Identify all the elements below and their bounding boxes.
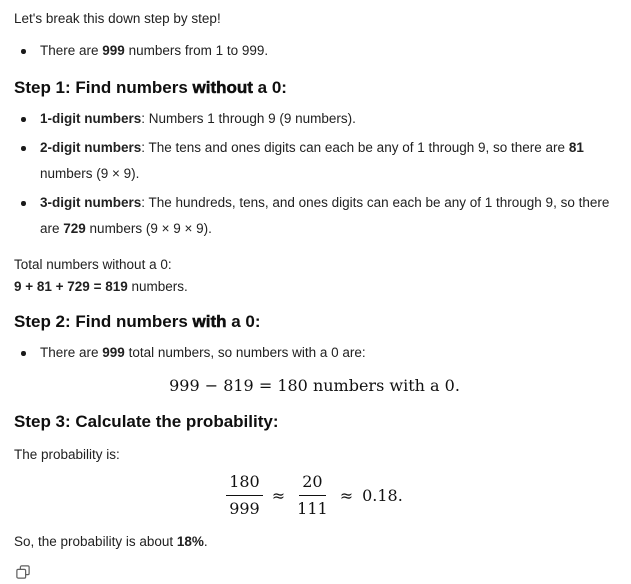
copy-icon [16, 565, 30, 579]
step2-heading [14, 310, 615, 334]
bold-number: 999 [102, 43, 125, 58]
bullet-icon [21, 146, 26, 151]
text-segment: There are [40, 345, 103, 360]
list-item [14, 340, 615, 366]
math-result: 0.18. [362, 485, 403, 505]
list-item [14, 38, 615, 64]
text-segment: : [141, 195, 149, 210]
list-item [14, 106, 615, 132]
step2-list [14, 340, 615, 366]
text-segment: : [141, 140, 149, 155]
math-block-subtraction: 999 − 819 = 180 numbers with a 0. [169, 376, 460, 395]
bold-number: 18% [176, 534, 204, 549]
bullet-lead: 2-digit numbers [40, 140, 142, 155]
text-segment: So, the probability is about [14, 534, 177, 549]
step1-list [14, 106, 615, 242]
copy-button[interactable] [14, 563, 32, 581]
text-segment: Step 1: Find numbers [14, 78, 193, 97]
bullet-icon [21, 351, 26, 356]
total-paragraph [14, 254, 615, 298]
bullet-lead: 3-digit numbers [40, 195, 142, 210]
text-segment: : [141, 111, 149, 126]
probability-lead: The probability is: [14, 447, 120, 462]
text-segment: numbers from 1 to 999. [124, 43, 269, 58]
text-segment: total numbers, so numbers with a 0 are: [124, 345, 366, 360]
text-segment: numbers. [127, 279, 188, 294]
text-segment: The tens and ones digits can each be any of 1 through 9, so there are [148, 140, 569, 155]
text-segment: The hundreds, tens, and ones digits can each be any of 1 through 9, so there are [40, 195, 610, 236]
numerator: 180 [226, 470, 263, 496]
text-segment: Step 2: Find numbers [14, 312, 193, 331]
text-segment: a 0: [226, 312, 261, 331]
text-segment: Numbers 1 through 9 (9 numbers). [148, 111, 356, 126]
text-segment: numbers (9 × 9 × 9). [85, 221, 212, 236]
bold-number: 81 [568, 140, 584, 155]
text-segment: There are [40, 43, 103, 58]
bullet-lead: 1-digit numbers [40, 111, 142, 126]
emphasized-word: without [192, 78, 253, 97]
denominator: 999 [229, 499, 260, 518]
fraction [294, 470, 331, 521]
list-item [14, 135, 615, 187]
denominator: 111 [297, 499, 328, 518]
step3-heading: Step 3: Calculate the probability: [14, 412, 279, 431]
text-segment: . [203, 534, 208, 549]
bold-number: 729 [63, 221, 86, 236]
emphasized-word: with [192, 312, 227, 331]
fraction [226, 470, 263, 521]
step1-heading [14, 76, 615, 100]
bullet-icon [21, 117, 26, 122]
bullet-icon [21, 49, 26, 54]
approx-sign: ≈ [271, 485, 286, 505]
text-segment: numbers (9 × 9). [40, 166, 140, 181]
text-segment: a 0: [252, 78, 287, 97]
bold-number: 999 [102, 345, 125, 360]
total-label: Total numbers without a 0: [14, 257, 172, 272]
intro-text: Let's break this down step by step! [14, 11, 221, 26]
bullet-icon [21, 201, 26, 206]
list-item [14, 190, 615, 242]
conclusion-text [14, 531, 615, 553]
approx-sign: ≈ [339, 485, 354, 505]
numerator: 20 [299, 470, 325, 496]
total-equation: 9 + 81 + 729 = 819 [14, 279, 128, 294]
intro-list [14, 38, 615, 64]
math-block-probability [14, 470, 615, 521]
